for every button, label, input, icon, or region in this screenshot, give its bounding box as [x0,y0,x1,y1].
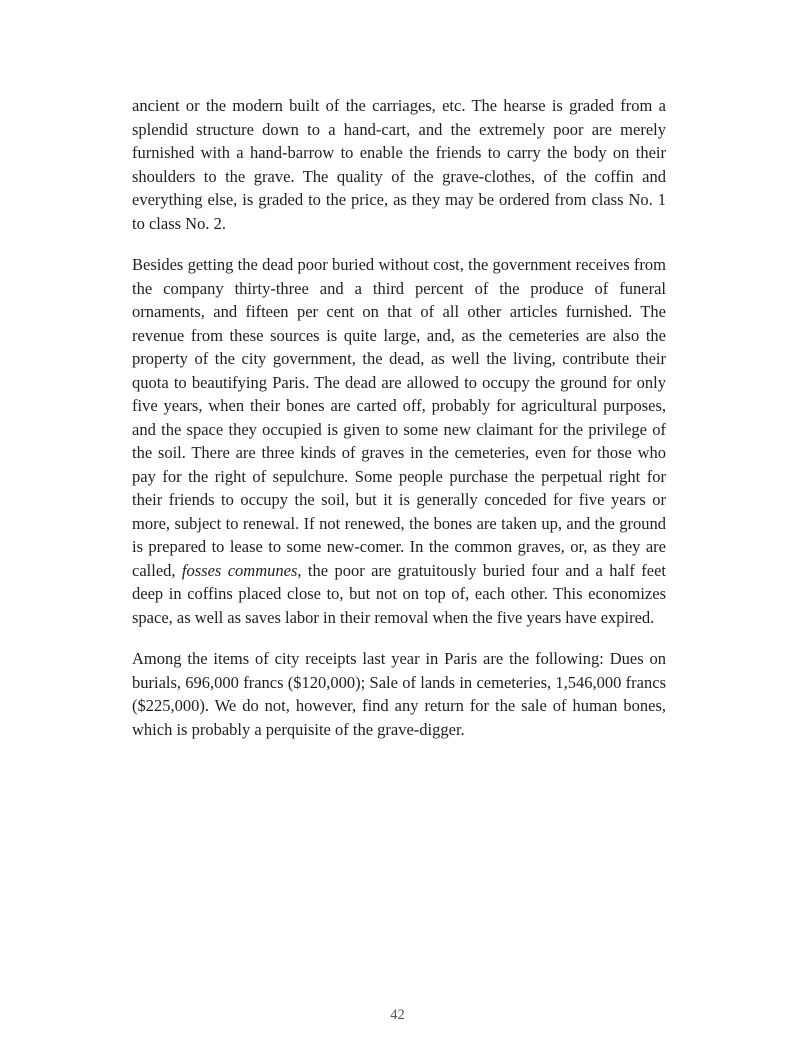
paragraph-1 [132,94,666,235]
text-segment: Besides getting the dead poor buried without cost, the government receives from the company thirty-three and a third percent of the produce of funeral ornaments, and fifteen per cent on that of all other articles furnished. The revenue from these sources is quite large, and, as the cemeteries are also the property of the city government, the dead, as well the living, contribute their quota to beautifying Paris. The dead are allowed to occupy the ground for only five years, when their bones are carted off, probably for agricultural purposes, and the space they occupied is given to some new claimant for the privilege of the soil. There are three kinds of graves in the cemeteries, even for those who pay for the right of sepulchure. Some people purchase the perpetual right for their friends to occupy the soil, but it is generally conceded for five years or more, subject to renewal. If not renewed, the bones are taken up, and the ground is prepared to lease to some new-comer. In the common graves, or, as they are called, [132,255,666,580]
page-number: 42 [390,1007,405,1023]
text-segment: Among the items of city receipts last year in Paris are the following: Dues on burials, 696,000 francs ($120,000); Sale of lands in cemeteries, 1,546,000 francs ($225,000). We do not, however, find any return for the sale of human bones, which is probably a perquisite of the grave-digger. [132,649,666,739]
paragraph-2 [132,253,666,629]
italic-text-segment: fosses communes, [181,560,302,580]
text-segment: the poor are gratuitously buried four and a half feet deep in coffins placed close to, but not on top of, each other. This economizes space, as well as saves labor in their removal when the five years have expired. [132,560,666,627]
paragraph-3 [132,647,666,741]
text-segment: ancient or the modern built of the carriages, etc. The hearse is graded from a splendid structure down to a hand-cart, and the extremely poor are merely furnished with a hand-barrow to enable the friends to carry the body on their shoulders to the grave. The quality of the grave-clothes, of the coffin and everything else, is graded to the price, as they may be ordered from class No. 1 to class No. 2. [132,96,666,233]
text-block [132,94,666,741]
